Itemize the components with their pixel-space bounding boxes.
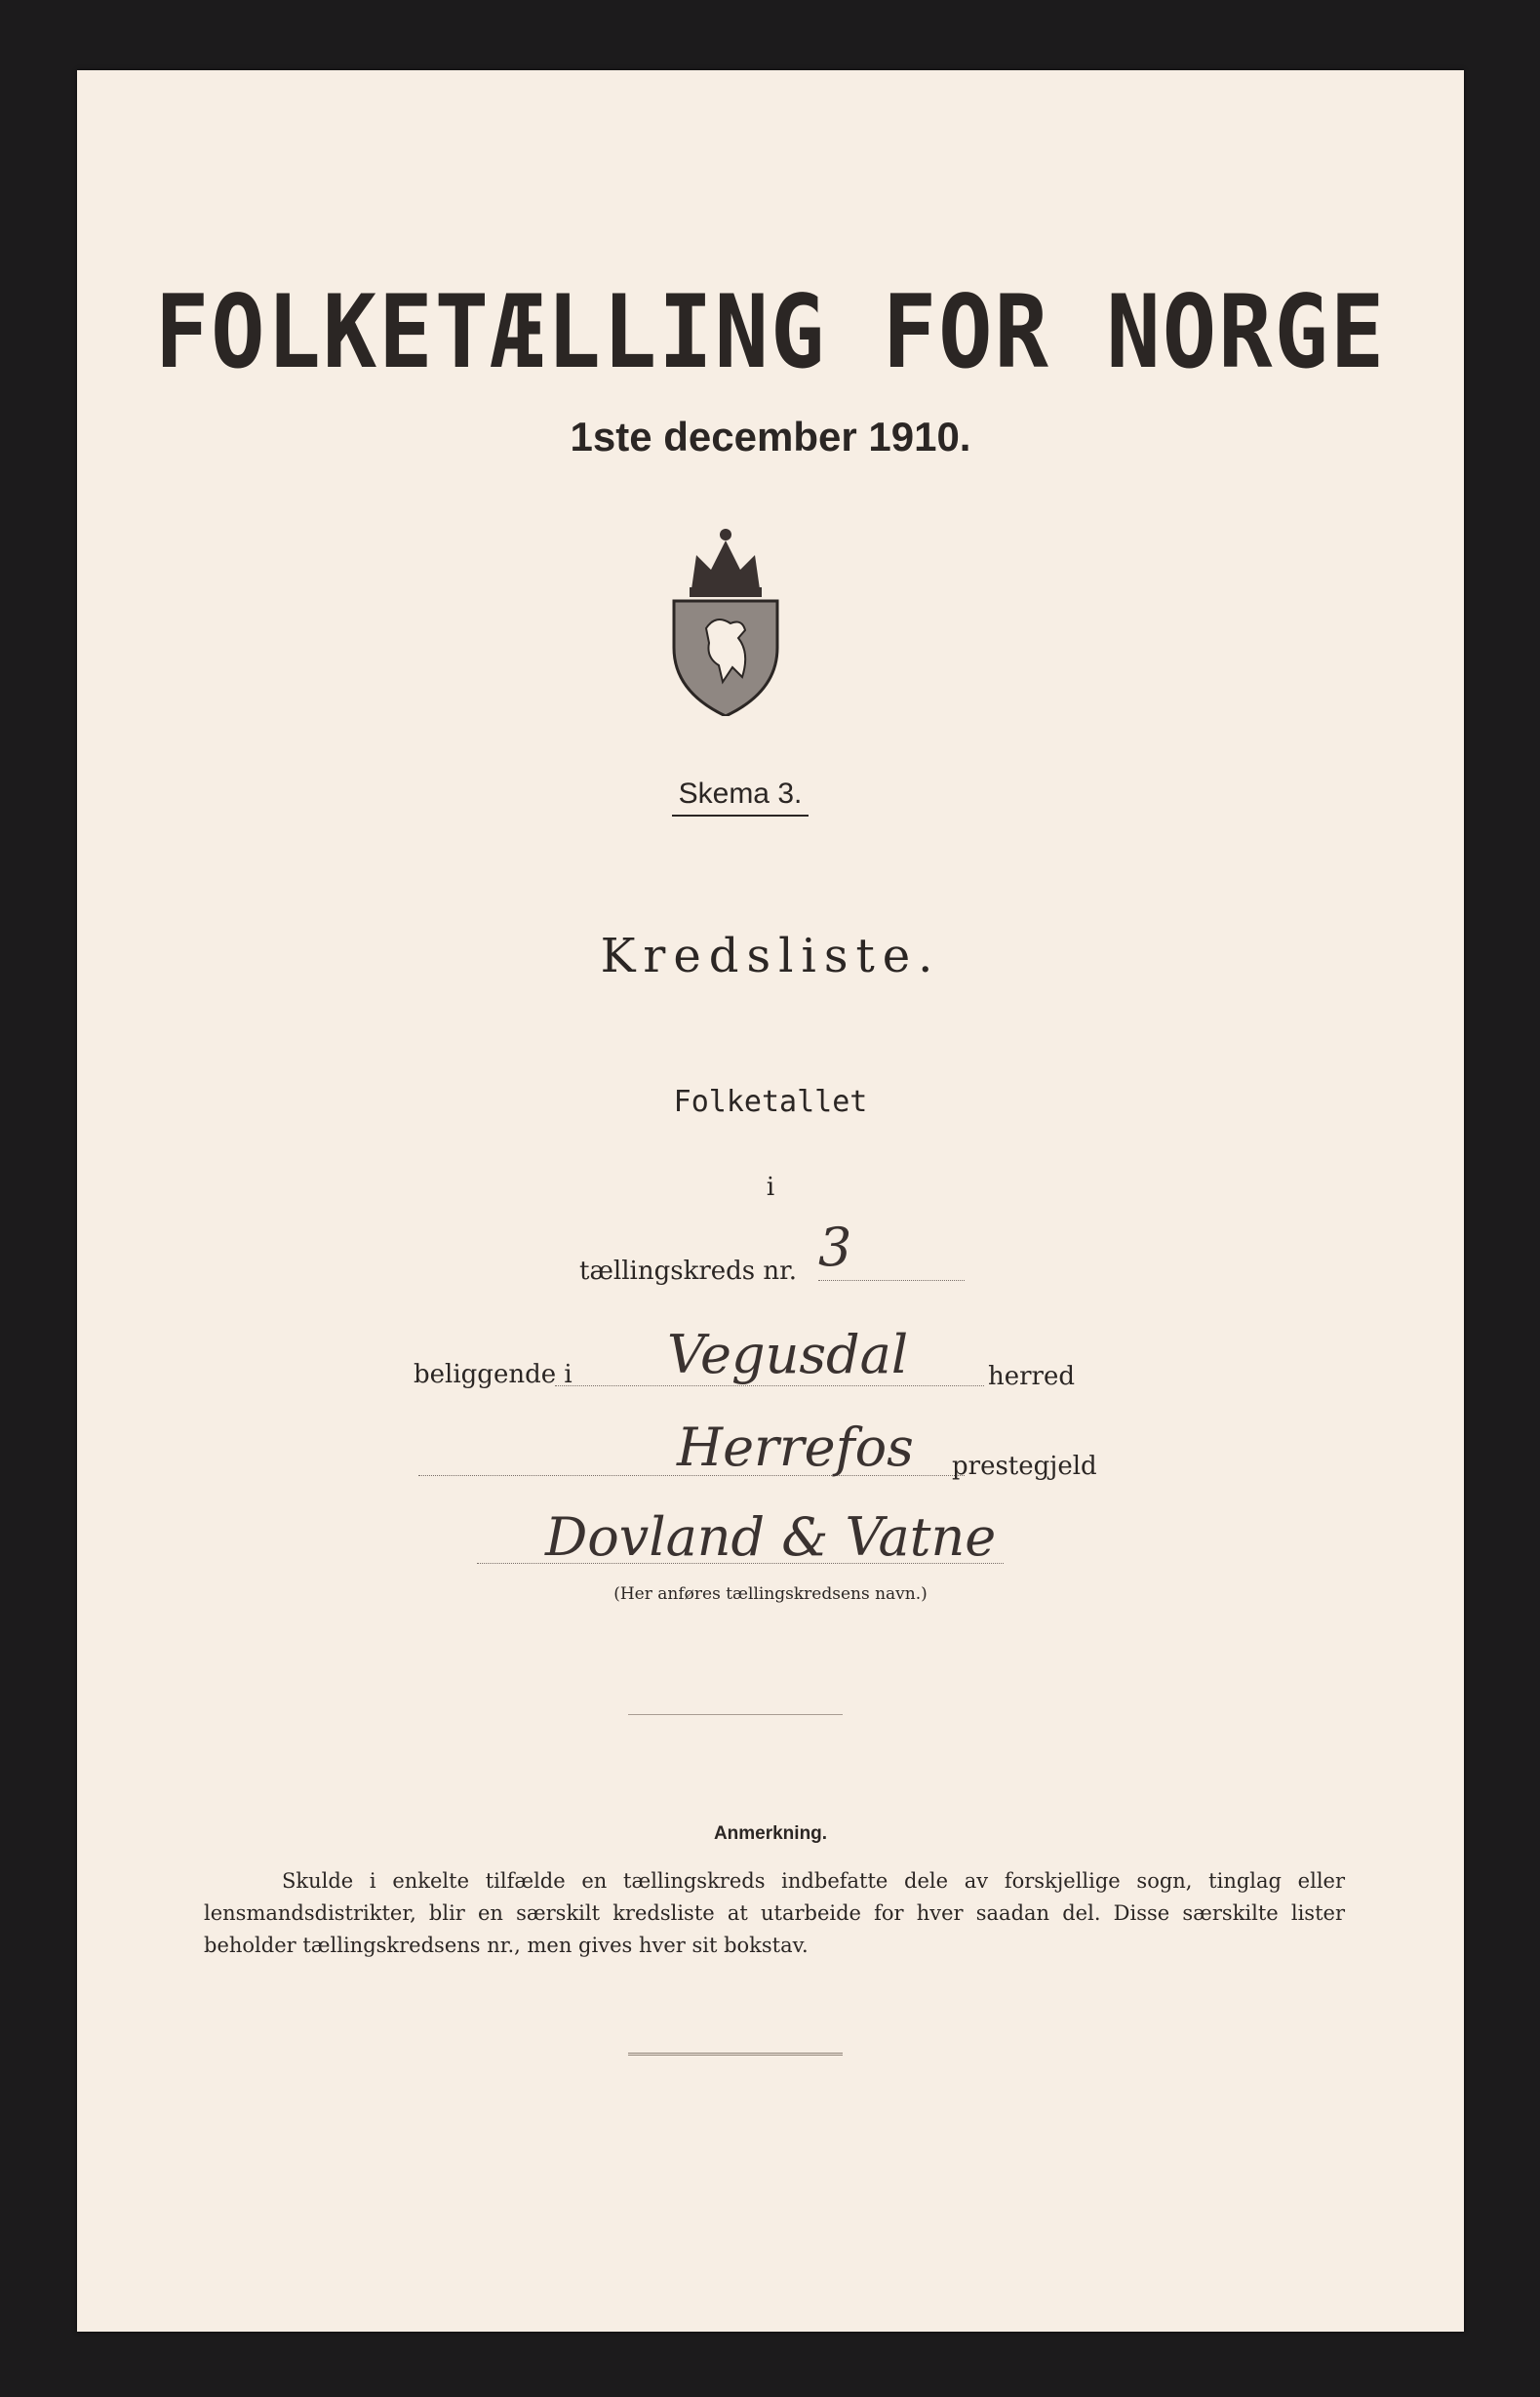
- census-form-page: [77, 70, 1464, 2332]
- municipality-suffix: herred: [988, 1362, 1076, 1391]
- located-label: beliggende i: [414, 1360, 573, 1389]
- district-number-value: 3: [818, 1217, 852, 1278]
- remark-text: Skulde i enkelte tilfælde en tællingskreds indbefatte dele av forskjellige sogn, tinglag eller lensmandsdistrikter, blir en særskilt kredsliste at utarbeide for hver saadan del. Disse særskilte lister beholder tællingskredsens nr., men gives hver sit bokstav.: [204, 1869, 1345, 1957]
- document-title: FOLKETÆLLING FOR NORGE: [154, 273, 1387, 391]
- census-date: 1ste december 1910.: [570, 414, 971, 459]
- district-number-line: [818, 1280, 965, 1281]
- remark-heading: Anmerkning.: [713, 1823, 828, 1844]
- district-name-note: (Her anføres tællingskredsens navn.): [613, 1584, 928, 1604]
- bottom-double-rule: [628, 2053, 843, 2056]
- district-name-value: Dovland & Vatne: [545, 1506, 997, 1568]
- divider-line: [628, 1714, 843, 1715]
- parish-suffix: prestegjeld: [952, 1452, 1097, 1481]
- form-name: Kredsliste.: [600, 929, 941, 983]
- norwegian-coat-of-arms-icon: [662, 521, 789, 716]
- municipality-value: Vegusdal: [667, 1324, 909, 1385]
- district-number-label: tællingskreds nr.: [579, 1257, 797, 1286]
- parish-value: Herrefos: [677, 1417, 914, 1478]
- preposition-i: i: [766, 1173, 775, 1202]
- population-heading: Folketallet: [673, 1085, 868, 1119]
- municipality-line: [555, 1385, 984, 1386]
- schema-number: Skema 3.: [672, 778, 809, 817]
